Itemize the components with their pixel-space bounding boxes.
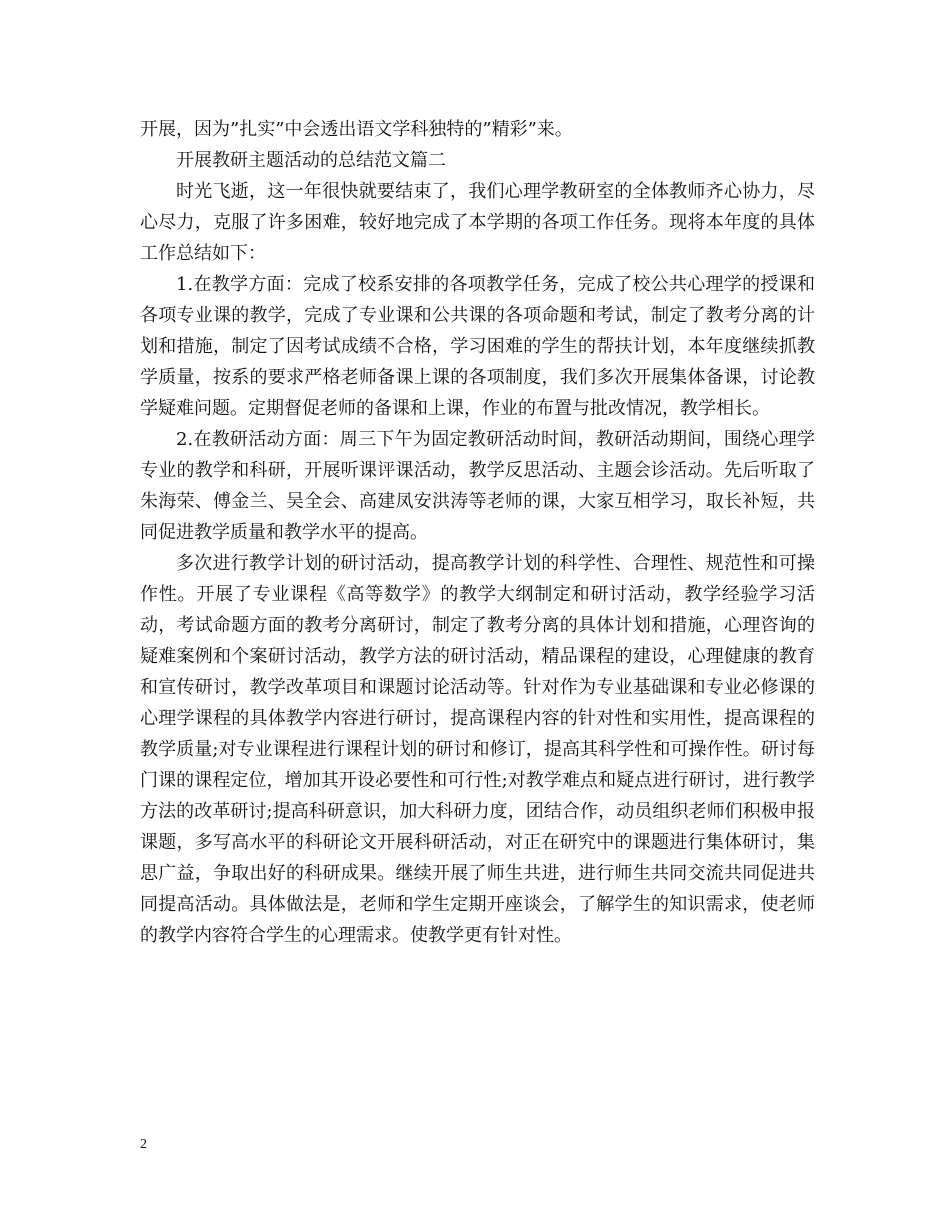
section-heading: 开展教研主题活动的总结范文篇二 <box>176 150 446 171</box>
document-body <box>140 114 815 951</box>
paragraph-teaching: 1.在教学方面：完成了校系安排的各项教学任务，完成了校公共心理学的授课和各项专业课的教学，完成了专业课和公共课的各项命题和考试，制定了教考分离的计划和措施，制定了因考试成绩不合格，学习困难的学生的帮扶计划，本年度继续抓教学质量，按系的要求严格老师备课上课的各项制度，我们多次开展集体备课，讨论教学疑难问题。定期督促老师的备课和上课，作业的布置与批改情况，教学相长。 <box>140 274 815 419</box>
paragraph-continuation: 开展，因为”扎实”中会透出语文学科独特的”精彩”来。 <box>140 119 573 140</box>
paragraph-research-activities: 2.在教研活动方面：周三下午为固定教研活动时间，教研活动期间，围绕心理学专业的教学和科研，开展听课评课活动，教学反思活动、主题会诊活动。先后听取了朱海荣、傅金兰、吴全会、高建凤安洪涛等老师的课，大家互相学习，取长补短，共同促进教学质量和教学水平的提高。 <box>140 429 815 543</box>
page-number: 2 <box>140 1137 147 1152</box>
paragraph-planning: 多次进行教学计划的研讨活动，提高教学计划的科学性、合理性、规范性和可操作性。开展了专业课程《高等数学》的教学大纲制定和研讨活动，教学经验学习活动，考试命题方面的教考分离研讨，制定了教考分离的具体计划和措施，心理咨询的疑难案例和个案研讨活动，教学方法的研讨活动，精品课程的建设，心理健康的教育和宣传研讨，教学改革项目和课题讨论活动等。针对作为专业基础课和专业必修课的心理学课程的具体教学内容进行研讨，提高课程内容的针对性和实用性，提高课程的教学质量;对专业课程进行课程计划的研讨和修订，提高其科学性和可操作性。研讨每门课的课程定位，增加其开设必要性和可行性;对教学难点和疑点进行研讨，进行教学方法的改革研讨;提高科研意识，加大科研力度，团结合作，动员组织老师们积极申报课题，多写高水平的科研论文开展科研活动，对正在研究中的课题进行集体研讨，集思广益，争取出好的科研成果。继续开展了师生共进，进行师生共同交流共同促进共同提高活动。具体做法是，老师和学生定期开座谈会，了解学生的知识需求，使老师的教学内容符合学生的心理需求。使教学更有针对性。 <box>140 553 815 946</box>
paragraph-intro: 时光飞逝，这一年很快就要结束了，我们心理学教研室的全体教师齐心协力，尽心尽力，克服了许多困难，较好地完成了本学期的各项工作任务。现将本年度的具体工作总结如下： <box>140 181 815 264</box>
